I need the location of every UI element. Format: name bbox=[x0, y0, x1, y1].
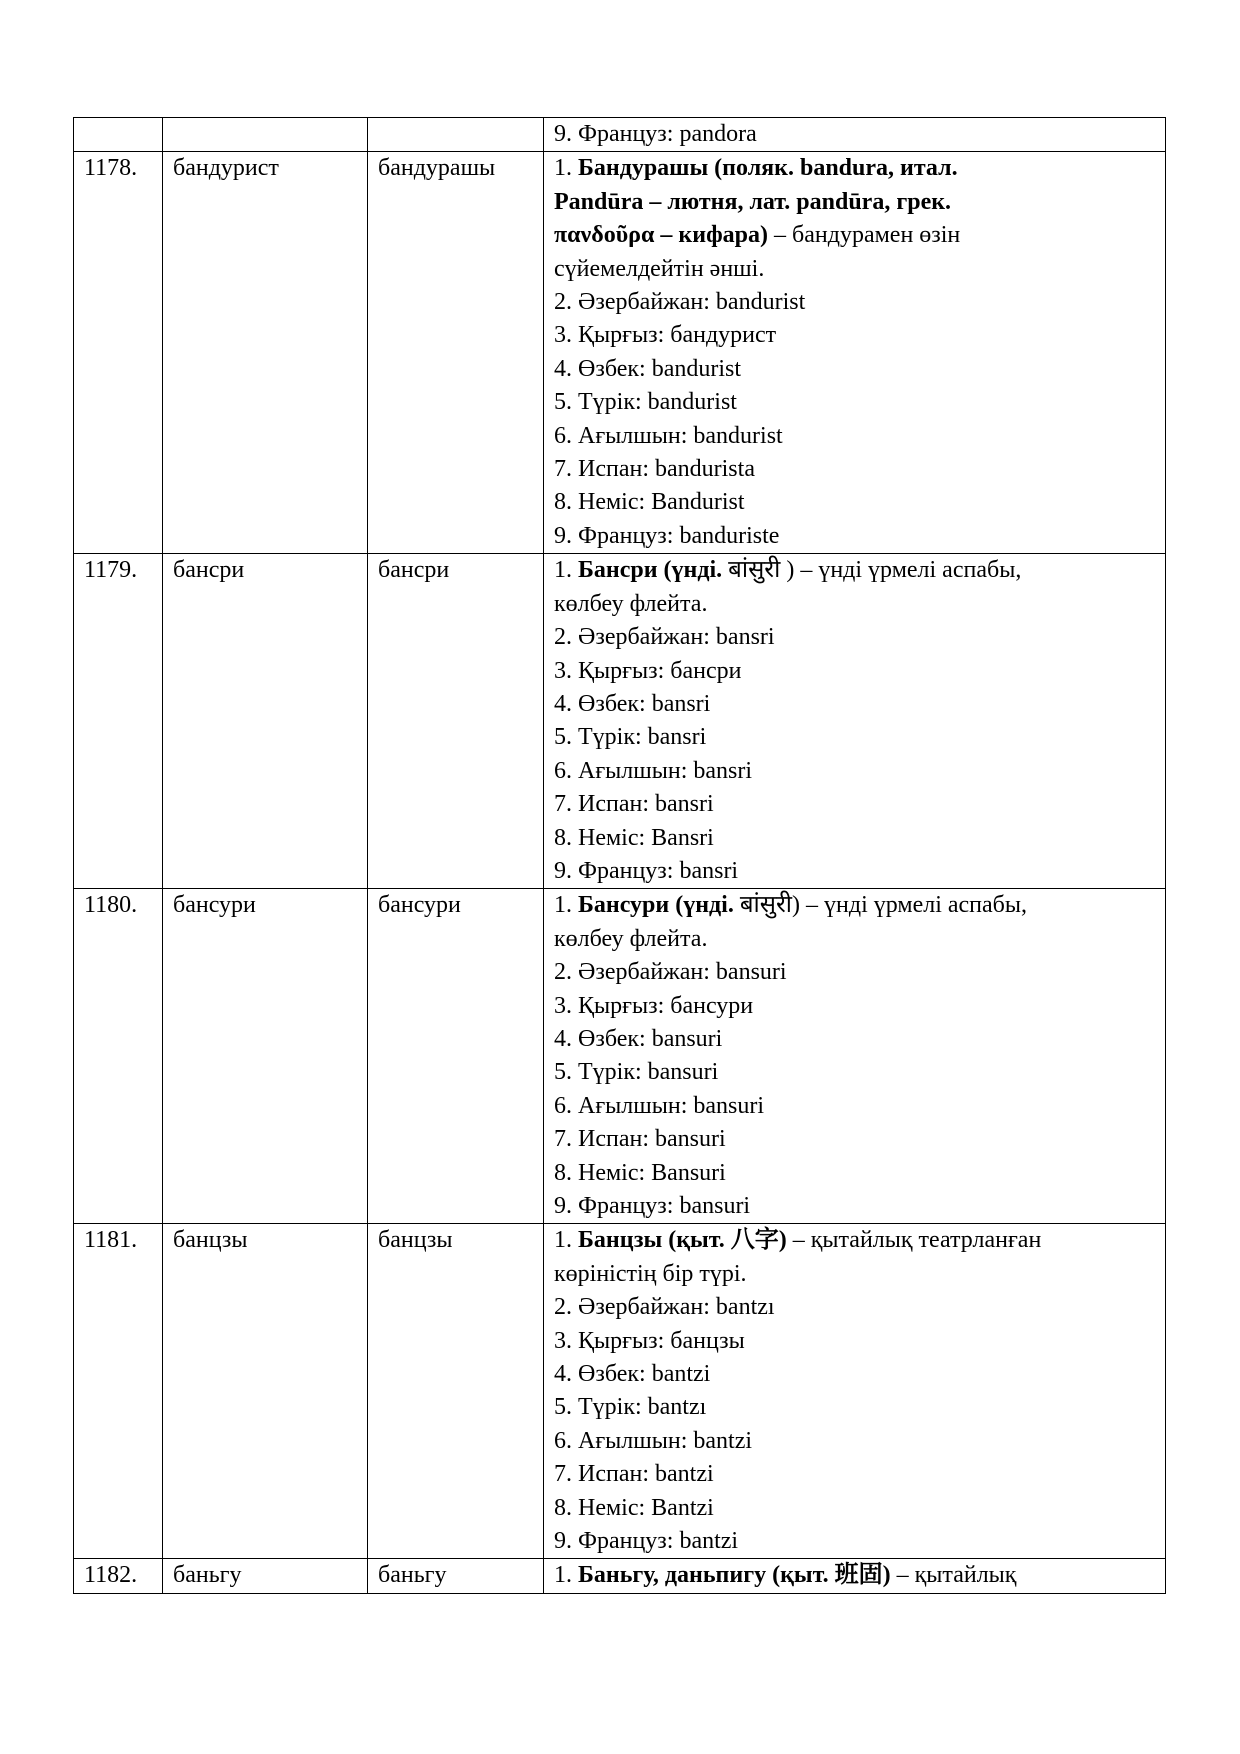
definition-line bbox=[554, 118, 1159, 151]
text: сүйемелдейтін әнші. bbox=[554, 255, 765, 282]
text: 4. Өзбек: bantzi bbox=[554, 1361, 711, 1388]
definition-line bbox=[554, 1358, 1159, 1391]
bold-text: Баньгу, даньпигу (қыт. 班固) bbox=[578, 1562, 891, 1589]
russian-term-cell: баньгу bbox=[368, 1559, 544, 1593]
bold-text: Бандурашы (поляк. bandura, итал. bbox=[578, 155, 958, 182]
entry-number-cell: 1180. bbox=[74, 889, 163, 1224]
text: 9. Француз: bansuri bbox=[554, 1193, 751, 1219]
bold-text: Бансури (үнді. bbox=[578, 892, 740, 919]
text: 6. Ағылшын: bansri bbox=[554, 757, 753, 784]
kazakh-term-cell: бандурист bbox=[163, 152, 368, 554]
definition-line bbox=[554, 688, 1159, 721]
text: 3. Қырғыз: бандурист bbox=[554, 322, 777, 349]
kazakh-term-cell: банцзы bbox=[163, 1224, 368, 1559]
table-row bbox=[74, 554, 1166, 889]
text: 4. Өзбек: bansri bbox=[554, 690, 711, 717]
definition-line bbox=[554, 990, 1159, 1023]
definition-line bbox=[554, 1157, 1159, 1190]
text: 6. Ағылшын: bandurist bbox=[554, 422, 783, 449]
definition-line bbox=[554, 186, 1159, 219]
definition-line bbox=[554, 1492, 1159, 1525]
entry-number-cell bbox=[74, 118, 163, 152]
definition-line bbox=[554, 1190, 1159, 1223]
table-row bbox=[74, 889, 1166, 1224]
definition-line bbox=[554, 219, 1159, 252]
text: 1. bbox=[554, 155, 578, 182]
definition-line bbox=[554, 1559, 1159, 1592]
table-row bbox=[74, 152, 1166, 554]
definition-cell bbox=[544, 1224, 1166, 1559]
definition-line bbox=[554, 588, 1159, 621]
text: 1. bbox=[554, 557, 578, 584]
definition-line bbox=[554, 1123, 1159, 1156]
definition-line bbox=[554, 486, 1159, 519]
definition-cell bbox=[544, 554, 1166, 889]
bold-text: πανδοῦρα – кифара) bbox=[554, 222, 769, 249]
definition-line bbox=[554, 1090, 1159, 1123]
definition-line bbox=[554, 1425, 1159, 1458]
definition-line bbox=[554, 1391, 1159, 1424]
text: 1. bbox=[554, 1227, 578, 1254]
text: көлбеу флейта. bbox=[554, 925, 708, 952]
text: 5. Түрік: bansuri bbox=[554, 1059, 719, 1086]
kazakh-term-cell bbox=[163, 118, 368, 152]
text: 2. Әзербайжан: bandurist bbox=[554, 289, 806, 316]
entry-number-cell: 1182. bbox=[74, 1559, 163, 1593]
text: ) – үнді үрмелі аспабы, bbox=[780, 557, 1022, 584]
russian-term-cell: бансури bbox=[368, 889, 544, 1224]
bold-text: Бансри (үнді. bbox=[578, 557, 729, 584]
definition-line bbox=[554, 822, 1159, 855]
text: 3. Қырғыз: банцзы bbox=[554, 1327, 745, 1354]
text: 8. Неміс: Bansuri bbox=[554, 1159, 726, 1186]
definition-line bbox=[554, 152, 1159, 185]
text: बांसुरी bbox=[728, 557, 781, 584]
table-row bbox=[74, 1559, 1166, 1593]
definition-line bbox=[554, 1258, 1159, 1291]
entry-number-cell: 1178. bbox=[74, 152, 163, 554]
russian-term-cell bbox=[368, 118, 544, 152]
text: – қытайлық bbox=[890, 1562, 1017, 1589]
definition-line bbox=[554, 1023, 1159, 1056]
text: 9. Француз: banduriste bbox=[554, 522, 780, 549]
text: көріністің бір түрі. bbox=[554, 1260, 747, 1287]
bold-text: Банцзы (қыт. 八字) bbox=[578, 1227, 787, 1254]
text: 8. Неміс: Bandurist bbox=[554, 489, 745, 516]
table-row bbox=[74, 1224, 1166, 1559]
russian-term-cell: банцзы bbox=[368, 1224, 544, 1559]
text: 5. Түрік: bandurist bbox=[554, 389, 737, 416]
definition-line bbox=[554, 253, 1159, 286]
kazakh-term-cell: бансри bbox=[163, 554, 368, 889]
text: көлбеу флейта. bbox=[554, 590, 708, 617]
text: 2. Әзербайжан: bantzı bbox=[554, 1294, 775, 1321]
definition-line bbox=[554, 621, 1159, 654]
definition-line bbox=[554, 1525, 1159, 1558]
definition-line bbox=[554, 788, 1159, 821]
definition-line bbox=[554, 755, 1159, 788]
definition-cell bbox=[544, 152, 1166, 554]
russian-term-cell: бандурашы bbox=[368, 152, 544, 554]
text: 3. Қырғыз: бансри bbox=[554, 657, 742, 684]
entry-number-cell: 1181. bbox=[74, 1224, 163, 1559]
definition-line bbox=[554, 1056, 1159, 1089]
definition-line bbox=[554, 855, 1159, 888]
dictionary-table-body bbox=[74, 118, 1166, 1594]
definition-line bbox=[554, 420, 1159, 453]
text: 1. bbox=[554, 1562, 578, 1589]
text: 2. Әзербайжан: bansri bbox=[554, 624, 775, 651]
text: – қытайлық театрланған bbox=[786, 1227, 1042, 1254]
kazakh-term-cell: баньгу bbox=[163, 1559, 368, 1593]
text: 9. Француз: pandora bbox=[554, 121, 757, 147]
table-row-continuation bbox=[74, 118, 1166, 152]
dictionary-table bbox=[73, 117, 1166, 1594]
text: 7. Испан: bandurista bbox=[554, 456, 755, 483]
text: 8. Неміс: Bantzi bbox=[554, 1494, 714, 1521]
text: 2. Әзербайжан: bansuri bbox=[554, 959, 787, 986]
russian-term-cell: бансри bbox=[368, 554, 544, 889]
definition-line bbox=[554, 386, 1159, 419]
definition-line bbox=[554, 956, 1159, 989]
text: 6. Ағылшын: bansuri bbox=[554, 1092, 765, 1119]
text: 6. Ағылшын: bantzi bbox=[554, 1427, 753, 1454]
definition-line bbox=[554, 655, 1159, 688]
definition-line bbox=[554, 721, 1159, 754]
definition-line bbox=[554, 1291, 1159, 1324]
text: 7. Испан: bantzi bbox=[554, 1461, 714, 1488]
definition-line bbox=[554, 520, 1159, 553]
text: 5. Түрік: bansri bbox=[554, 724, 707, 751]
text: 9. Француз: bansri bbox=[554, 857, 739, 884]
definition-line bbox=[554, 1458, 1159, 1491]
bold-text: Pandūra – лютня, лат. pandūra, грек. bbox=[554, 188, 952, 215]
text: बांसुरी bbox=[739, 892, 793, 919]
definition-line bbox=[554, 453, 1159, 486]
text: 9. Француз: bantzi bbox=[554, 1528, 739, 1555]
definition-line bbox=[554, 889, 1159, 922]
text: ) – үнді үрмелі аспабы, bbox=[792, 892, 1028, 919]
text: – бандурамен өзін bbox=[768, 222, 961, 249]
text: 4. Өзбек: bandurist bbox=[554, 355, 742, 382]
definition-line bbox=[554, 319, 1159, 352]
text: 8. Неміс: Bansri bbox=[554, 824, 714, 851]
text: 5. Түрік: bantzı bbox=[554, 1394, 707, 1421]
definition-line bbox=[554, 1325, 1159, 1358]
definition-cell bbox=[544, 1559, 1166, 1593]
definition-line bbox=[554, 923, 1159, 956]
text: 4. Өзбек: bansuri bbox=[554, 1025, 723, 1052]
definition-line bbox=[554, 353, 1159, 386]
definition-line bbox=[554, 1224, 1159, 1257]
text: 7. Испан: bansri bbox=[554, 791, 714, 818]
definition-line bbox=[554, 286, 1159, 319]
text: 1. bbox=[554, 892, 578, 919]
entry-number-cell: 1179. bbox=[74, 554, 163, 889]
text: 7. Испан: bansuri bbox=[554, 1126, 726, 1153]
definition-cell bbox=[544, 118, 1166, 152]
definition-line bbox=[554, 554, 1159, 587]
text: 3. Қырғыз: бансури bbox=[554, 992, 754, 1019]
kazakh-term-cell: бансури bbox=[163, 889, 368, 1224]
definition-cell bbox=[544, 889, 1166, 1224]
